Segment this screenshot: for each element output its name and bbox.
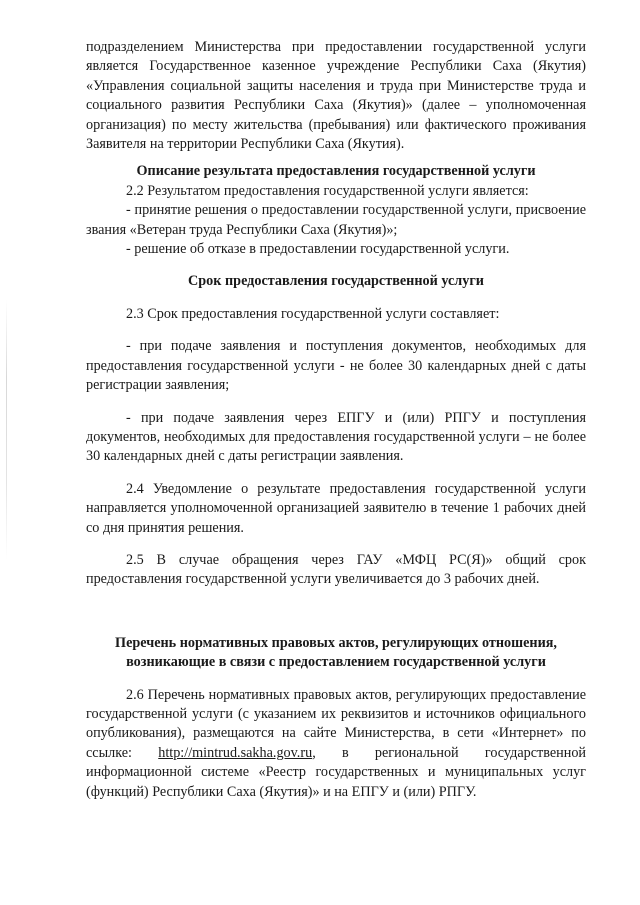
term-lead: 2.3 Срок предоставления государственной услуги составляет: [126,305,500,322]
mintrud-link[interactable]: http://mintrud.sakha.gov.ru [158,744,313,761]
term-heading: Срок предоставления государственной услуги [188,273,484,290]
result-lead: 2.2 Результатом предоставления государственной услуги является: [126,182,529,199]
term-item-1: - при подаче заявления и поступления документов, необходимых для предоставления государственной услуги - не более 30 календарных дней с даты регистрации заявления; [86,338,586,394]
scan-edge-shadow [6,300,7,560]
result-item-2: - решение об отказе в предоставлении государственной услуги. [126,241,510,258]
paragraph-2-6-text: 2.6 Перечень нормативных правовых актов, регулирующих предоставление государственной услуги (с указанием их реквизитов и источников официального опубликования), размещаются на сайте Министерства, в сети «Интернет» по ссылке: [86,686,586,761]
result-heading: Описание результата предоставления государственной услуги [136,163,536,180]
paragraph-2-6-tail: , в региональной государственной информационной системе «Реестр государственных и муниципальных услуг (функций) Республики Саха (Якутия)» и на ЕПГУ и (или) РПГУ. [86,744,587,800]
paragraph-2-4: 2.4 Уведомление о результате предоставления государственной услуги направляется уполномоченной организацией заявителю в течение 1 рабочих дней со дня принятия решения. [86,480,586,536]
term-item-2: - при подаче заявления через ЕПГУ и (или) РПГУ и поступления документов, необходимых для предоставления государственной услуги – не более 30 календарных дней с даты регистрации заявления. [86,409,586,465]
result-item-1: - принятие решения о предоставлении государственной услуги, присвоение звания «Ветеран труда Республики Саха (Якутия)»; [86,202,586,238]
acts-heading: Перечень нормативных правовых актов, регулирующих отношения, возникающие в связи с предоставлением государственной услуги [115,634,557,671]
paragraph-2-5: 2.5 В случае обращения через ГАУ «МФЦ РС(Я)» общий срок предоставления государственной услуги увеличивается до 3 рабочих дней. [86,551,586,588]
intro-paragraph: подразделением Министерства при предоставлении государственной услуги является Государственное казенное учреждение Республики Саха (Якутия) «Управления социальной защиты населения и труда при Министерстве труда и социального развития Республики Саха (Якутия)» (далее – уполномоченная организация) по месту жительства (пребывания) или фактического проживания Заявителя на территории Республики Саха (Якутия). [86,39,586,153]
paragraph-2-6 [86,686,586,802]
